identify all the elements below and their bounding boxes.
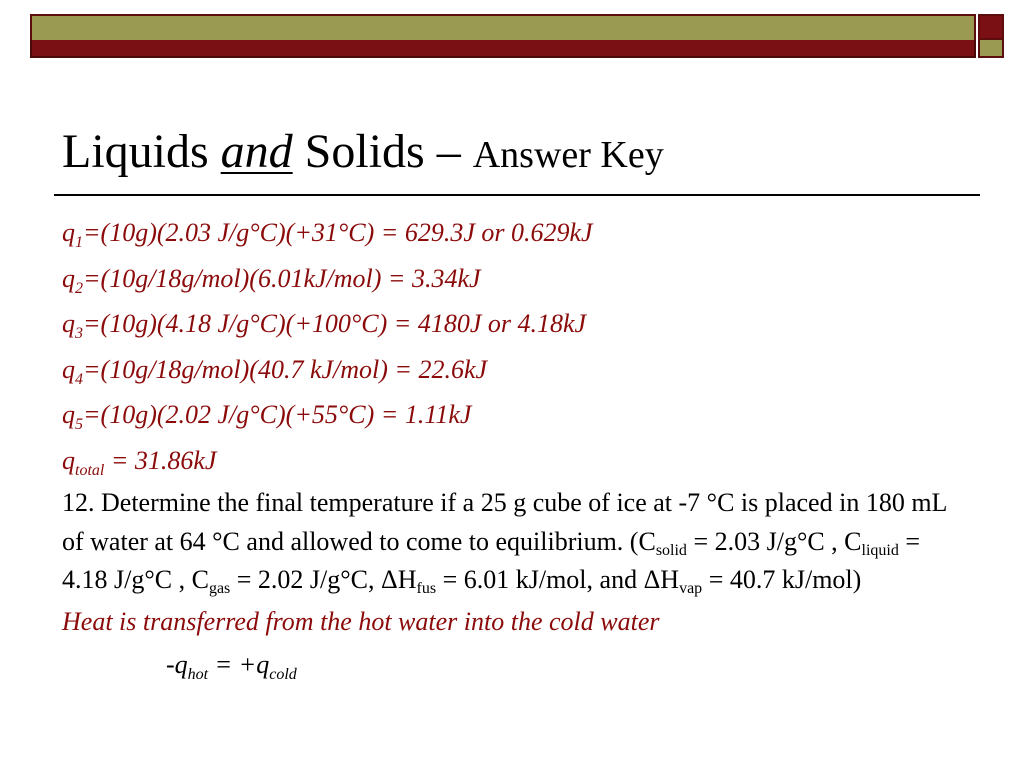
title-suffix: Answer Key [472,134,664,176]
slide-content [62,210,962,685]
equation-var: q [62,218,75,247]
equation-sub: 5 [75,416,83,433]
problem-sub-gas: gas [208,580,231,597]
banner-olive-stripe [30,14,976,40]
problem-text-4: = 6.01 kJ/mol, and ΔH [436,565,680,594]
corner-box-olive [978,40,1004,58]
equation-q1 [62,210,962,256]
equation-qtotal [62,438,962,484]
equation-sub: total [75,461,105,479]
equation-sub: 1 [75,234,83,251]
equation-q3 [62,301,962,347]
heat-relation [62,645,962,685]
problem-sub-fus: fus [416,580,437,597]
equation-text: =(10g)(2.02 J/g°C)(+55°C) = 1.11kJ [83,400,472,429]
top-banner [30,14,976,58]
heat-statement: Heat is transferred from the hot water into the cold water [62,606,660,636]
problem-sub-liquid: liquid [861,541,899,559]
equation-text: =(10g/18g/mol)(40.7 kJ/mol) = 22.6kJ [83,354,488,384]
equation-sub: 4 [75,370,83,388]
title-divider [54,194,980,196]
problem-text-5: = 40.7 kJ/mol) [702,565,862,594]
equation-text: =(10g/18g/mol)(6.01kJ/mol) = 3.34kJ [83,263,481,293]
problem-sub-vap: vap [679,580,703,597]
relation-right-sub: cold [269,665,297,683]
equation-q4 [62,347,962,393]
equation-var: q [62,354,75,384]
relation-left-sub: hot [187,665,209,683]
equation-text: =(10g)(2.03 J/g°C)(+31°C) = 629.3J or 0.629kJ [83,218,593,247]
equation-sub: 2 [75,279,83,297]
problem-text-2: = 4.18 J/g°C , C [62,526,921,594]
problem-sub-solid: solid [655,541,687,559]
problem-12 [62,484,962,600]
problem-text-1: = 2.03 J/g°C , C [686,526,862,556]
equation-q5 [62,392,962,438]
equation-text: =(10g)(4.18 J/g°C)(+100°C) = 4180J or 4.18kJ [83,309,587,338]
problem-text-3: = 2.02 J/g°C, ΔH [230,565,417,594]
banner-maroon-stripe [30,40,976,58]
title-emphasis: and [220,125,293,178]
relation-left: -q [166,649,188,679]
corner-box-maroon [978,14,1004,40]
relation-mid: = +q [208,649,270,679]
equation-var: q [62,263,75,293]
slide-title [62,122,664,185]
title-part2: Solids – [292,125,473,178]
equation-var: q [62,400,75,429]
equation-text: = 31.86kJ [104,445,217,475]
equation-var: q [62,309,75,338]
title-part1: Liquids [62,125,221,178]
equation-sub: 3 [75,325,83,342]
equation-q2 [62,256,962,302]
equation-var: q [62,445,75,475]
problem-intro: 12. Determine the final temperature if a 25 g cube of ice at -7 °C is placed in 180 mL of water at 64 °C and allowed to come to equilibrium. (C [62,488,947,556]
